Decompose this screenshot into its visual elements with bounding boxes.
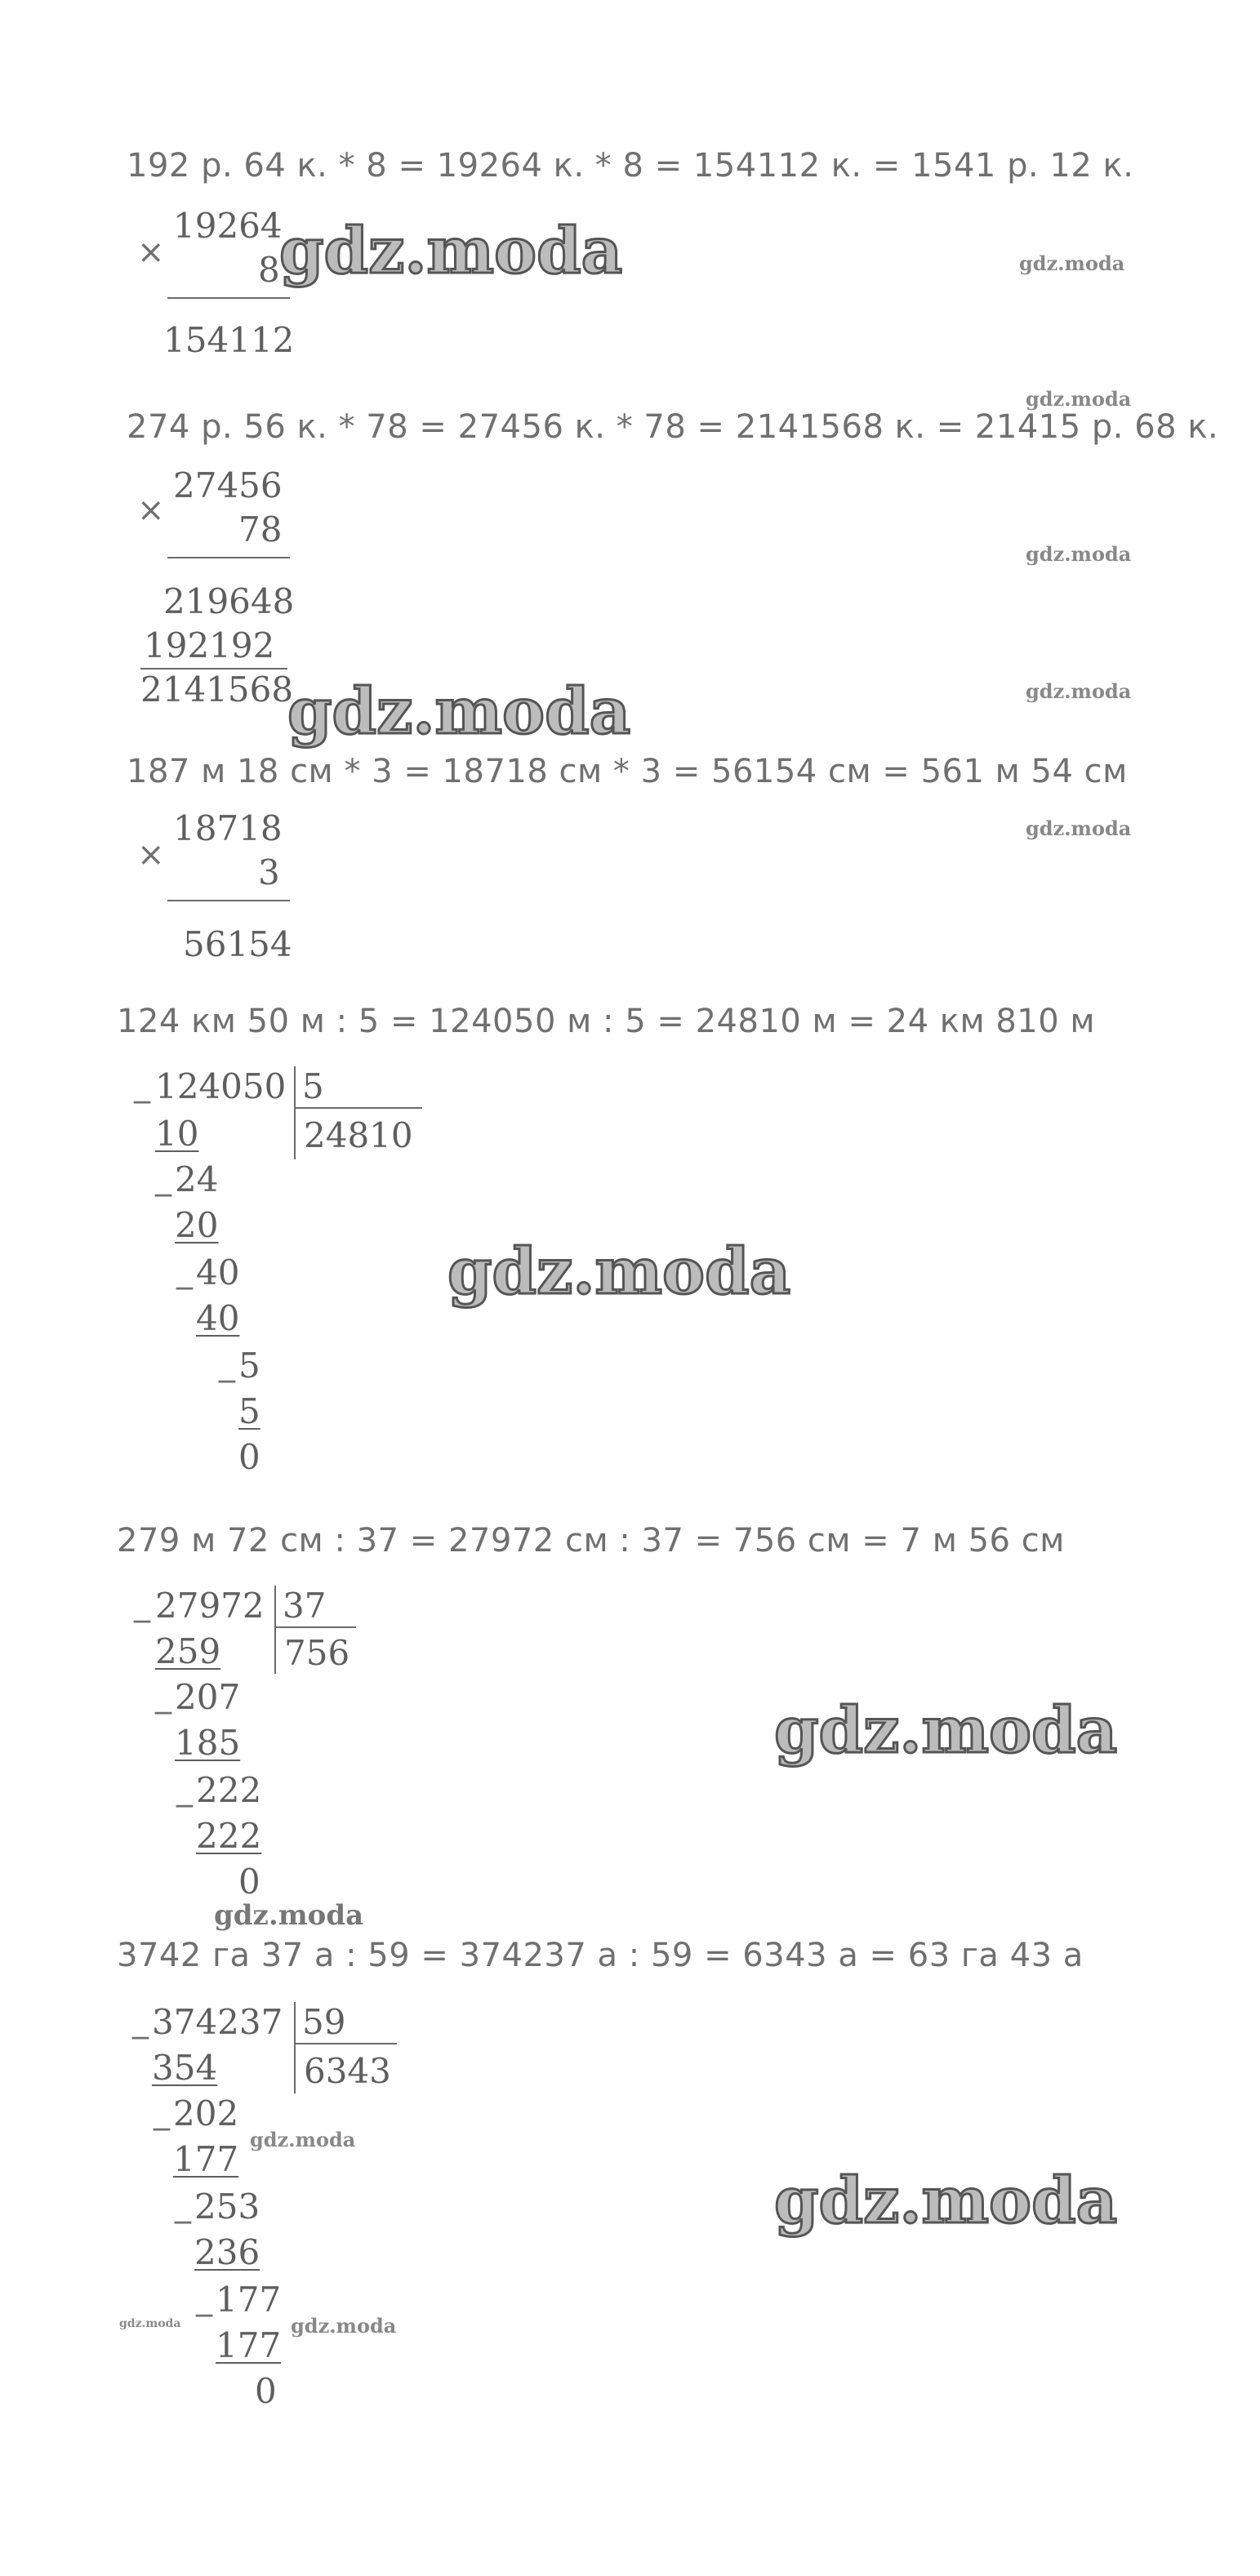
task3-operand2: 3: [258, 852, 280, 892]
task4-step: 10: [155, 1114, 199, 1154]
task4-quotient: 24810: [304, 1115, 413, 1155]
task4-step: 5: [238, 1346, 260, 1386]
task6-minus-sign: _: [154, 2093, 170, 2131]
task4-divisor-line: [296, 1107, 422, 1109]
task6-step: 202: [173, 2093, 239, 2133]
task3-equation: 187 м 18 см * 3 = 18718 см * 3 = 56154 см = 561 м 54 см: [127, 753, 1128, 790]
watermark-logo: gdz.moda: [119, 2317, 181, 2330]
task4-equation: 124 км 50 м : 5 = 124050 м : 5 = 24810 м = 24 км 810 м: [117, 1003, 1096, 1040]
task5-equation: 279 м 72 см : 37 = 27972 см : 37 = 756 см = 7 м 56 см: [117, 1522, 1065, 1559]
task2-equation: 274 р. 56 к. * 78 = 27456 к. * 78 = 2141568 к. = 21415 р. 68 к.: [127, 408, 1219, 446]
task2-result: 2141568: [140, 670, 294, 710]
task2-line: [167, 557, 290, 558]
task6-step: 354: [152, 2048, 218, 2088]
task6-minus-sign: _: [196, 2280, 212, 2317]
task6-divisor: 59: [302, 2002, 346, 2042]
task1-operand2: 8: [258, 250, 280, 290]
task6-quotient: 6343: [304, 2051, 391, 2091]
task5-step: 0: [238, 1862, 260, 1902]
task3-result: 56154: [183, 924, 292, 964]
task4-step: 40: [196, 1298, 240, 1338]
task6-equation: 3742 га 37 а : 59 = 374237 а : 59 = 6343 а = 63 га 43 а: [117, 1937, 1084, 1974]
task2-operand2: 78: [238, 509, 283, 549]
task4-dividend: 124050: [155, 1066, 287, 1106]
task2-partial1: 219648: [163, 581, 295, 621]
watermark-logo: gdz.moda: [279, 214, 623, 288]
watermark-logo: gdz.moda: [214, 1899, 364, 1932]
task6-step: 177: [173, 2139, 239, 2179]
watermark-logo: gdz.moda: [1026, 542, 1132, 566]
task2-operand1: 27456: [173, 465, 283, 505]
task4-step: 5: [238, 1391, 260, 1431]
task5-division-bar: [274, 1586, 276, 1674]
task5-quotient: 756: [284, 1633, 350, 1673]
task2-partial2: 192192: [144, 625, 275, 665]
task4-minus-sign: _: [176, 1252, 193, 1290]
task3-times-sign: ×: [137, 836, 165, 874]
task1-line: [167, 297, 290, 299]
task4-minus-sign: _: [219, 1346, 235, 1383]
task4-step: 24: [175, 1159, 219, 1199]
task5-minus-sign: _: [134, 1586, 150, 1623]
task1-times-sign: ×: [137, 234, 165, 271]
task6-divisor-line: [296, 2043, 397, 2044]
watermark-logo: gdz.moda: [287, 674, 631, 749]
task1-operand1: 19264: [173, 206, 283, 246]
task6-step: 0: [255, 2371, 277, 2411]
task5-divisor: 37: [283, 1586, 327, 1626]
task6-step: 177: [216, 2280, 282, 2320]
task4-step: 40: [196, 1252, 240, 1292]
task4-division-bar: [294, 1066, 296, 1159]
task3-line: [167, 900, 290, 901]
watermark-logo: gdz.moda: [774, 2164, 1118, 2238]
task4-minus-sign: _: [155, 1159, 171, 1197]
watermark-logo: gdz.moda: [1019, 251, 1125, 275]
task5-step: 222: [196, 1770, 262, 1810]
task4-step: 20: [175, 1205, 219, 1245]
task6-dividend: 374237: [152, 2002, 283, 2042]
task5-step: 207: [175, 1677, 241, 1717]
task4-minus-sign: _: [134, 1066, 150, 1104]
task5-step: 259: [155, 1631, 221, 1671]
task5-step: 222: [196, 1816, 262, 1856]
task6-minus-sign: _: [132, 2002, 149, 2040]
watermark-logo: gdz.moda: [250, 2128, 356, 2151]
task6-minus-sign: _: [175, 2187, 191, 2224]
task5-dividend: 27972: [155, 1586, 265, 1626]
task6-step: 253: [194, 2187, 260, 2227]
task6-step: 177: [216, 2325, 282, 2365]
task6-step: 236: [194, 2232, 260, 2272]
task5-divisor-line: [276, 1626, 356, 1628]
watermark-logo: gdz.moda: [447, 1235, 791, 1309]
watermark-logo: gdz.moda: [291, 2314, 397, 2338]
watermark-logo: gdz.moda: [1026, 387, 1132, 411]
task5-minus-sign: _: [176, 1770, 193, 1808]
task5-minus-sign: _: [155, 1677, 171, 1715]
task1-equation: 192 р. 64 к. * 8 = 19264 к. * 8 = 154112 к. = 1541 р. 12 к.: [127, 147, 1134, 185]
task4-step: 0: [238, 1437, 260, 1477]
watermark-logo: gdz.moda: [1026, 816, 1132, 840]
watermark-logo: gdz.moda: [774, 1693, 1118, 1768]
watermark-logo: gdz.moda: [1026, 679, 1132, 703]
task6-division-bar: [294, 2002, 296, 2093]
task4-divisor: 5: [302, 1066, 324, 1106]
task3-operand1: 18718: [173, 808, 283, 848]
task1-result: 154112: [163, 320, 295, 360]
task2-times-sign: ×: [137, 492, 165, 529]
task5-step: 185: [175, 1723, 241, 1763]
